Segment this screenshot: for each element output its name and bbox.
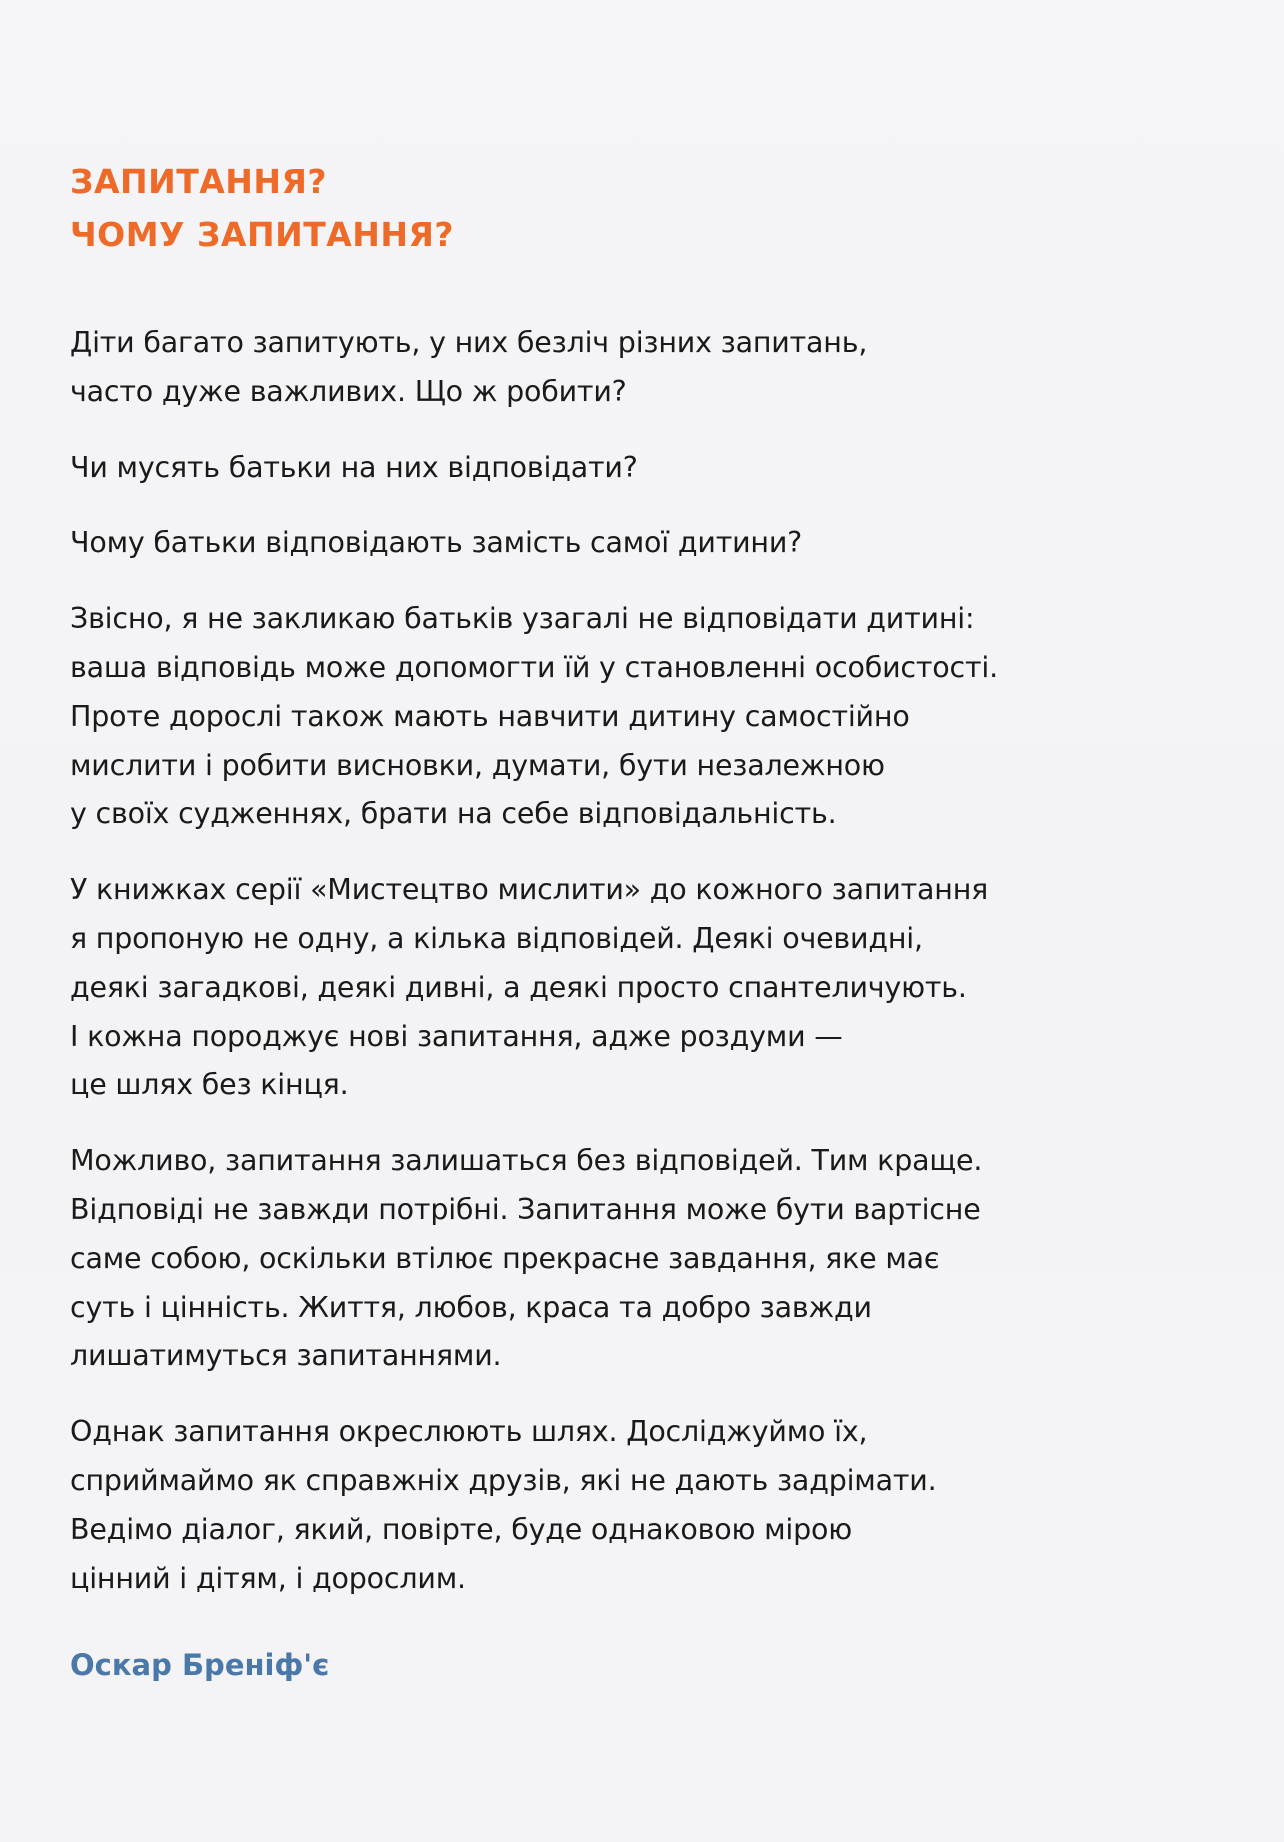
- paragraph-5: [70, 866, 1200, 1110]
- text-line: саме собою, оскільки втілює прекрасне завдання, яке має: [70, 1241, 940, 1275]
- page-content: [70, 155, 1200, 1685]
- page-title: [70, 155, 1200, 261]
- paragraph-7: [70, 1408, 1200, 1603]
- paragraph-3: [70, 519, 1200, 568]
- text-line: Звісно, я не закликаю батьків узагалі не відповідати дитині:: [70, 602, 975, 636]
- text-line: сприймаймо як справжніх друзів, які не дають задрімати.: [70, 1463, 937, 1497]
- text-line: І кожна породжує нові запитання, адже роздуми —: [70, 1019, 843, 1053]
- text-line: часто дуже важливих. Що ж робити?: [70, 374, 627, 408]
- author-signature: Оскар Бреніф'є: [70, 1648, 330, 1683]
- title-line-2: ЧОМУ ЗАПИТАННЯ?: [70, 215, 455, 254]
- text-line: Проте дорослі також мають навчити дитину самостійно: [70, 699, 910, 733]
- text-line: я пропоную не одну, а кілька відповідей. Деякі очевидні,: [70, 921, 923, 955]
- paragraph-1: [70, 319, 1200, 417]
- text-line: Діти багато запитують, у них безліч різних запитань,: [70, 326, 868, 359]
- title-line-1: ЗАПИТАННЯ?: [70, 162, 328, 201]
- paragraph-6: [70, 1137, 1200, 1381]
- body-text: [70, 319, 1200, 1603]
- text-line: Чи мусять батьки на них відповідати?: [70, 450, 638, 484]
- text-line: суть і цінність. Життя, любов, краса та добро завжди: [70, 1290, 872, 1324]
- text-line: у своїх судженнях, брати на себе відповідальність.: [70, 797, 837, 831]
- text-line: лишатимуться запитаннями.: [70, 1339, 502, 1373]
- paragraph-4: [70, 595, 1200, 839]
- text-line: Однак запитання окреслюють шлях. Досліджуймо їх,: [70, 1415, 868, 1449]
- text-line: Ведімо діалог, який, повірте, буде однаковою мірою: [70, 1512, 853, 1546]
- text-line: У книжках серії «Мистецтво мислити» до кожного запитання: [70, 873, 989, 907]
- paragraph-2: [70, 444, 1200, 493]
- text-line: Можливо, запитання залишаться без відповідей. Тим краще.: [70, 1144, 983, 1178]
- text-line: Відповіді не завжди потрібні. Запитання може бути вартісне: [70, 1192, 981, 1226]
- text-line: Чому батьки відповідають замість самої дитини?: [70, 526, 803, 560]
- text-line: ваша відповідь може допомогти їй у становленні особистості.: [70, 650, 998, 684]
- text-line: деякі загадкові, деякі дивні, а деякі просто спантеличують.: [70, 970, 967, 1004]
- text-line: мислити і робити висновки, думати, бути незалежною: [70, 748, 885, 782]
- text-line: це шлях без кінця.: [70, 1068, 349, 1102]
- text-line: цінний і дітям, і дорослим.: [70, 1561, 466, 1595]
